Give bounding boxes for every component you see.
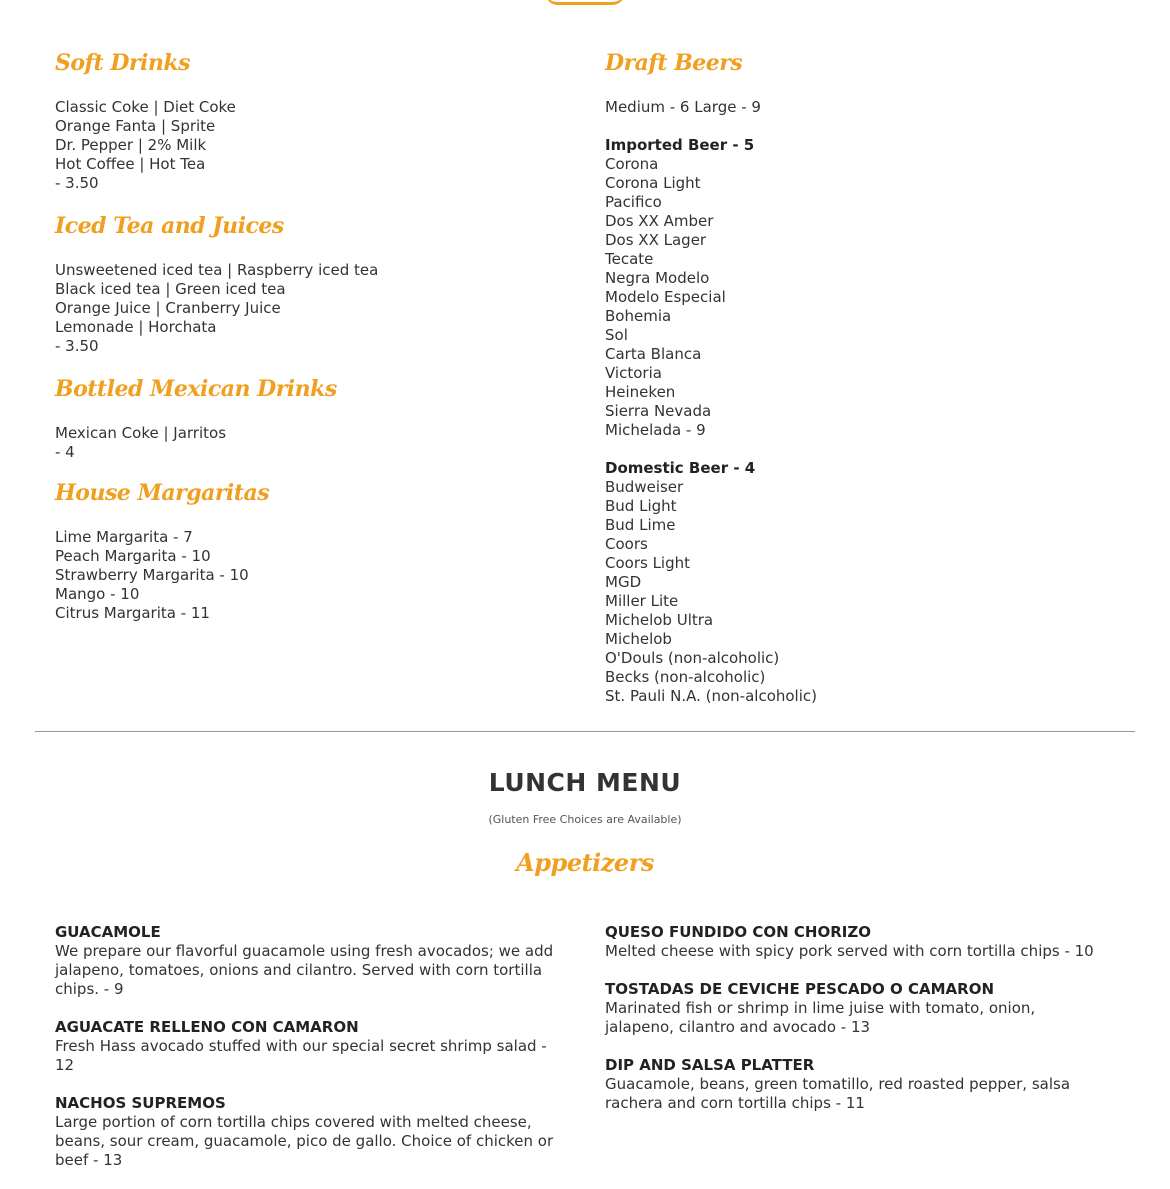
beer-item: Tecate xyxy=(605,250,654,268)
menu-line: Lemonade | Horchata xyxy=(55,318,217,336)
beer-item: Sierra Nevada xyxy=(605,402,712,420)
beer-item: Coors Light xyxy=(605,554,691,572)
draft-beers-column xyxy=(605,48,1125,706)
beer-item: Dos XX Amber xyxy=(605,212,714,230)
menu-line: Lime Margarita - 7 xyxy=(55,528,193,546)
item-name: NACHOS SUPREMOS xyxy=(55,1094,226,1112)
menu-line: Black iced tea | Green iced tea xyxy=(55,280,286,298)
appetizers-title: Appetizers xyxy=(516,848,654,877)
beer-item: Corona xyxy=(605,155,659,173)
beer-item: St. Pauli N.A. (non-alcoholic) xyxy=(605,687,817,705)
item-name: QUESO FUNDIDO CON CHORIZO xyxy=(605,923,872,941)
size-price-line: Medium - 6 Large - 9 xyxy=(605,98,761,116)
beer-item: Coors xyxy=(605,535,648,553)
imported-heading: Imported Beer - 5 xyxy=(605,136,755,154)
lunch-menu-title: LUNCH MENU xyxy=(488,768,682,797)
menu-item xyxy=(55,923,565,999)
menu-item xyxy=(605,923,1105,961)
menu-line: Dr. Pepper | 2% Milk xyxy=(55,136,207,154)
domestic-beer-list xyxy=(605,478,1125,706)
beer-item: Michelob xyxy=(605,630,672,648)
menu-item xyxy=(605,980,1105,1037)
item-description: Marinated fish or shrimp in lime juise with tomato, onion, jalapeno, cilantro and avocado - 13 xyxy=(605,999,1036,1036)
item-name: DIP AND SALSA PLATTER xyxy=(605,1056,815,1074)
menu-line: Mexican Coke | Jarritos xyxy=(55,424,227,442)
section-title: Draft Beers xyxy=(605,50,743,76)
gluten-free-note: (Gluten Free Choices are Available) xyxy=(488,813,682,826)
beer-item: Bohemia xyxy=(605,307,672,325)
appetizers-left-column xyxy=(55,923,565,1189)
section-title: Iced Tea and Juices xyxy=(55,213,284,239)
beer-item: Corona Light xyxy=(605,174,701,192)
item-description: Fresh Hass avocado stuffed with our special secret shrimp salad - 12 xyxy=(55,1037,547,1074)
price-line: - 4 xyxy=(55,443,75,461)
item-description: Melted cheese with spicy pork served with corn tortilla chips - 10 xyxy=(605,942,1094,960)
beer-item: Carta Blanca xyxy=(605,345,702,363)
section-title: Soft Drinks xyxy=(55,50,190,76)
iced-tea-section xyxy=(55,211,555,356)
drinks-left-column xyxy=(55,48,555,623)
imported-beer-list xyxy=(605,155,1125,440)
menu-line: Classic Coke | Diet Coke xyxy=(55,98,236,116)
beer-item: Heineken xyxy=(605,383,676,401)
beer-item: Michelada - 9 xyxy=(605,421,706,439)
beer-item: Negra Modelo xyxy=(605,269,710,287)
menu-line: Citrus Margarita - 11 xyxy=(55,604,210,622)
beer-item: Miller Lite xyxy=(605,592,679,610)
menu-line: Mango - 10 xyxy=(55,585,140,603)
bottled-section xyxy=(55,374,555,462)
item-description: Guacamole, beans, green tomatillo, red roasted pepper, salsa rachera and corn tortilla chips - 11 xyxy=(605,1075,1071,1112)
menu-line: Strawberry Margarita - 10 xyxy=(55,566,249,584)
section-title: Bottled Mexican Drinks xyxy=(55,376,337,402)
beer-item: Sol xyxy=(605,326,628,344)
margaritas-section xyxy=(55,478,555,623)
domestic-heading: Domestic Beer - 4 xyxy=(605,459,756,477)
top-decoration xyxy=(545,0,625,5)
item-name: AGUACATE RELLENO CON CAMARON xyxy=(55,1018,359,1036)
menu-item xyxy=(55,1018,565,1075)
section-divider xyxy=(35,731,1135,732)
beer-item: O'Douls (non-alcoholic) xyxy=(605,649,780,667)
menu-line: Hot Coffee | Hot Tea xyxy=(55,155,206,173)
beer-item: Dos XX Lager xyxy=(605,231,707,249)
item-description: Large portion of corn tortilla chips covered with melted cheese, beans, sour cream, guacamole, pico de gallo. Choice of chicken or beef - 13 xyxy=(55,1113,554,1169)
menu-line: Orange Fanta | Sprite xyxy=(55,117,216,135)
beer-item: Modelo Especial xyxy=(605,288,726,306)
menu-line: Orange Juice | Cranberry Juice xyxy=(55,299,281,317)
beer-item: Bud Lime xyxy=(605,516,676,534)
appetizers-right-column xyxy=(605,923,1105,1132)
beer-item: Becks (non-alcoholic) xyxy=(605,668,766,686)
menu-item xyxy=(605,1056,1105,1113)
menu-item xyxy=(55,1094,565,1170)
beer-item: Michelob Ultra xyxy=(605,611,714,629)
beer-item: MGD xyxy=(605,573,642,591)
beer-item: Pacifico xyxy=(605,193,662,211)
item-name: GUACAMOLE xyxy=(55,923,161,941)
soft-drinks-section xyxy=(55,48,555,193)
beer-item: Bud Light xyxy=(605,497,677,515)
section-title: House Margaritas xyxy=(55,480,270,506)
beer-item: Victoria xyxy=(605,364,662,382)
item-name: TOSTADAS DE CEVICHE PESCADO O CAMARON xyxy=(605,980,995,998)
price-line: - 3.50 xyxy=(55,337,99,355)
menu-line: Peach Margarita - 10 xyxy=(55,547,211,565)
beer-item: Budweiser xyxy=(605,478,684,496)
item-description: We prepare our flavorful guacamole using fresh avocados; we add jalapeno, tomatoes, onions and cilantro. Served with corn tortilla chips. - 9 xyxy=(55,942,554,998)
menu-line: Unsweetened iced tea | Raspberry iced tea xyxy=(55,261,379,279)
price-line: - 3.50 xyxy=(55,174,99,192)
